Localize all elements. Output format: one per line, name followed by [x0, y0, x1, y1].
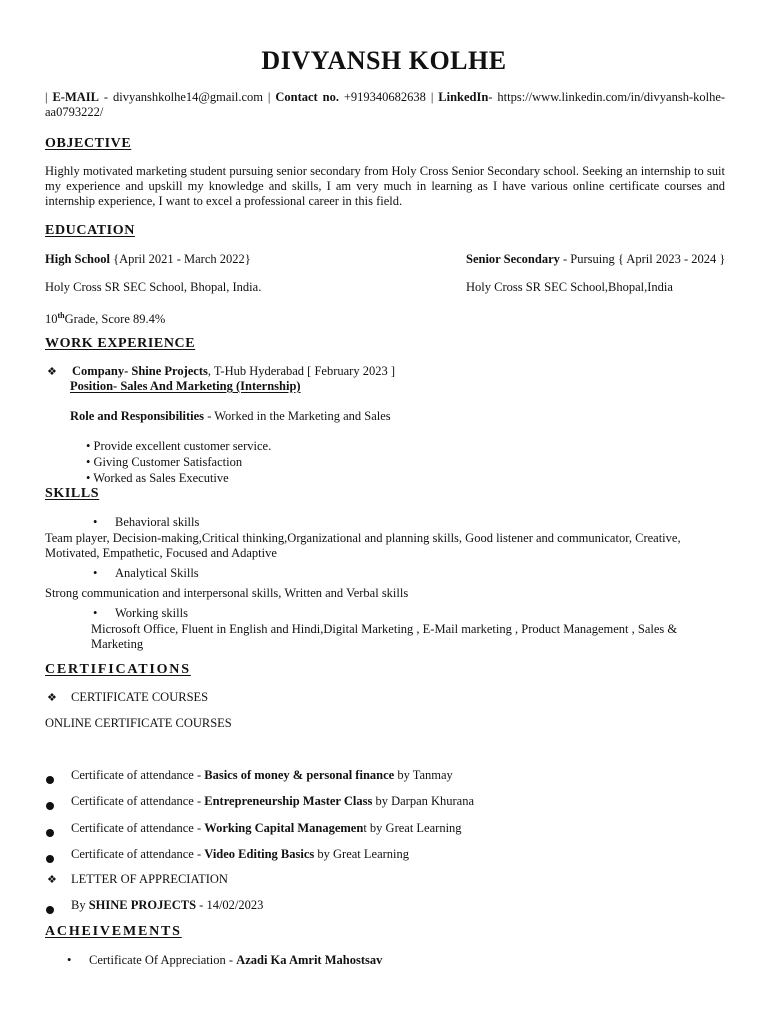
certificate-prefix: Certificate of attendance -	[71, 847, 202, 861]
achievement-item	[89, 953, 382, 968]
certificate-courses-heading: CERTIFICATE COURSES	[71, 690, 209, 704]
high-school-dates: {April 2021 - March 2022}	[113, 252, 251, 266]
role-text: - Worked in the Marketing and Sales	[207, 409, 391, 423]
bullet-icon: •	[93, 515, 98, 529]
work-heading: WORK EXPERIENCE	[45, 336, 196, 351]
education-heading: EDUCATION	[45, 223, 135, 238]
list-item	[71, 821, 462, 836]
behavioral-text: Team player, Decision-making,Critical thinking,Organizational and planning skills, Good listener and communicator, Creative, Motivated, Empathetic, Focused and Adaptive	[45, 531, 681, 560]
senior-secondary-place: Holy Cross SR SEC School,Bhopal,India	[466, 280, 673, 294]
working-title: Working skills	[115, 606, 188, 620]
diamond-bullet-icon: ❖	[47, 874, 57, 886]
contact-line: | E-MAIL - divyanshkolhe14@gmail.com | Contact no. +919340682638 | LinkedIn- https://www.linkedin.com/in/divyansh-kolhe-aa0793222/	[45, 90, 726, 119]
separator: |	[45, 90, 48, 104]
senior-secondary-line	[466, 252, 725, 267]
certificate-title: Video Editing Basics	[204, 847, 315, 861]
objective-text: Highly motivated marketing student pursuing senior secondary from Holy Cross Senior Secondary school. Seeking an internship to suit my experience and upskill my knowledge and skills, I am very much in learning as I have various online certificate courses and internship experience, I want to excel a professional career in this field.	[45, 164, 725, 208]
phone-label: Contact no.	[275, 90, 339, 104]
email-link[interactable]: divyanshkolhe14@gmail.com	[112, 90, 263, 104]
certificate-title: Entrepreneurship Master Class	[204, 794, 373, 808]
position-line	[70, 379, 301, 394]
position-text: Position- Sales And Marketing (Internship)	[70, 379, 301, 393]
diamond-bullet-icon: ❖	[47, 366, 57, 378]
separator: |	[430, 90, 434, 104]
letter-date: - 14/02/2023	[199, 898, 264, 912]
list-item	[71, 768, 453, 783]
letter-by: By	[71, 898, 86, 912]
diamond-bullet-icon: ❖	[47, 692, 57, 704]
certificate-prefix: Certificate of attendance -	[71, 794, 202, 808]
certificate-title: Working Capital Managemen	[204, 821, 364, 835]
company-line	[72, 364, 395, 379]
bullet-dot-icon	[46, 850, 54, 868]
role-line	[70, 409, 391, 424]
letter-organization: SHINE PROJECTS	[88, 898, 197, 912]
achievement-prefix: Certificate Of Appreciation -	[89, 953, 234, 967]
grade-text: Grade, Score 89.4%	[64, 312, 166, 327]
bullet-dot-icon	[46, 824, 54, 842]
skills-heading: SKILLS	[45, 486, 100, 501]
bullet-dot-icon	[46, 771, 54, 789]
bullet-icon: •	[67, 953, 72, 967]
grade-suffix: th	[57, 311, 65, 320]
senior-secondary-dates: { April 2023 - 2024 }	[617, 252, 726, 266]
high-school-line	[45, 252, 251, 267]
certificate-issuer: by Tanmay	[397, 768, 453, 782]
certificate-prefix: Certificate of attendance -	[71, 821, 202, 835]
certificate-issuer: by Darpan Khurana	[375, 794, 475, 808]
list-item: • Giving Customer Satisfaction	[86, 455, 243, 469]
grade-number: 10	[45, 312, 58, 327]
company-label: Company- Shine Projects	[72, 364, 208, 378]
behavioral-title: Behavioral skills	[115, 515, 200, 529]
letter-heading: LETTER OF APPRECIATION	[71, 872, 228, 886]
certificate-title: Basics of money & personal finance	[204, 768, 395, 782]
bullet-dot-icon	[46, 901, 54, 919]
analytical-title: Analytical Skills	[115, 566, 199, 580]
letter-line	[71, 898, 263, 913]
list-item	[71, 794, 474, 809]
online-courses-heading: ONLINE CERTIFICATE COURSES	[45, 716, 232, 730]
role-label: Role and Responsibilities	[70, 409, 205, 423]
working-text: Microsoft Office, Fluent in English and Hindi,Digital Marketing , E-Mail marketing , Product Management , Sales & Marketing	[91, 622, 678, 651]
bullet-dot-icon	[46, 797, 54, 815]
separator: |	[267, 90, 271, 104]
certifications-heading: CERTIFICATIONS	[45, 662, 191, 677]
analytical-text: Strong communication and interpersonal skills, Written and Verbal skills	[45, 586, 409, 600]
high-school-label: High School	[45, 252, 110, 266]
list-item: • Provide excellent customer service.	[86, 439, 272, 453]
bullet-icon: •	[93, 566, 98, 580]
list-item: • Worked as Sales Executive	[86, 471, 229, 485]
grade-line	[45, 308, 165, 327]
list-item	[71, 847, 409, 862]
achievement-title: Azadi Ka Amrit Mahostsav	[236, 953, 383, 967]
senior-secondary-label: Senior Secondary	[466, 252, 560, 266]
linkedin-label: LinkedIn	[438, 90, 489, 104]
bullet-icon: •	[93, 606, 98, 620]
achievements-heading: ACHEIVEMENTS	[45, 924, 182, 939]
phone-number: +919340682638	[343, 90, 426, 104]
company-details: , T-Hub Hyderabad [ February 2023 ]	[207, 364, 395, 378]
certificate-prefix: Certificate of attendance -	[71, 768, 202, 782]
senior-secondary-status: - Pursuing	[563, 252, 615, 266]
linkedin-link[interactable]: https://www.linkedin.com/in/divyansh-kolhe-aa0793222/	[45, 90, 726, 119]
email-label: E-MAIL	[52, 90, 99, 104]
certificate-issuer: t by Great Learning	[363, 821, 462, 835]
high-school-place: Holy Cross SR SEC School, Bhopal, India.	[45, 280, 262, 294]
objective-heading: OBJECTIVE	[45, 136, 132, 151]
resume-name: DIVYANSH KOLHE	[261, 46, 507, 75]
certificate-issuer: by Great Learning	[317, 847, 410, 861]
